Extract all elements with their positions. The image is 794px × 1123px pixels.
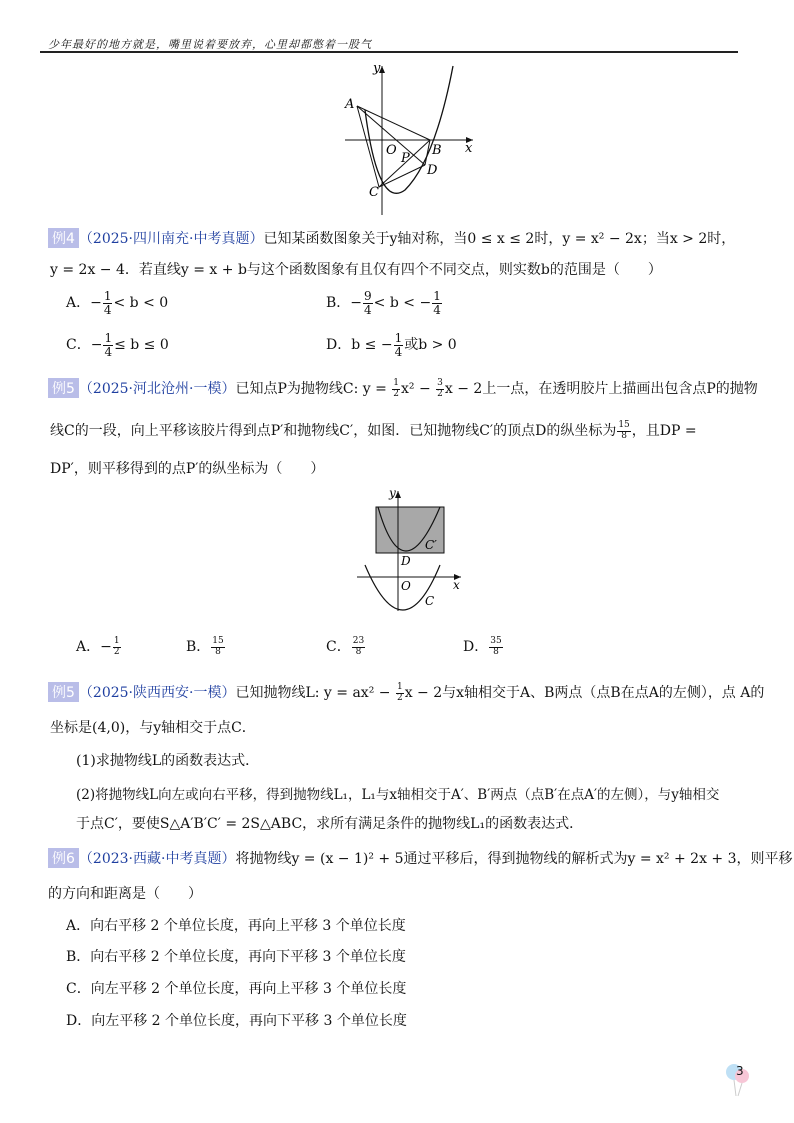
ex5b-question-2-cont: 于点C′，要使S△A′B′C′ = 2S△ABC，求所有满足条件的抛物线L₁的函数表达式． xyxy=(76,816,584,832)
ex4-line1 xyxy=(48,228,735,248)
ex5a-option-C: C． $\frac{23}{8}$ xyxy=(326,636,365,657)
ex6-line1: 例6 （2023·西藏·中考真题）将抛物线y = (x − 1)² + 5通过平移后，得到抛物线的解析式为y = x² + 2x + 3，则平移 xyxy=(48,848,793,868)
fig1-label-D: D xyxy=(427,163,438,178)
ex5a-line3: DP′，则平移得到的点P′的纵坐标为（ ） xyxy=(50,461,325,477)
fig1-label-O: O xyxy=(386,143,397,158)
ex4-line2: y = 2x − 4．若直线y = x + b与这个函数图象有且仅有四个不同交点，则实数b的范围是（ ） xyxy=(50,262,662,278)
ex6-tag: 例6 xyxy=(48,848,79,868)
ex5a-option-B: B． $\frac{15}{8}$ xyxy=(186,636,224,657)
ex4-option-B: B．− $\frac{9}{4}$ < b < − $\frac{1}{4}$ xyxy=(326,289,441,317)
ex5b-tag: 例5 xyxy=(48,682,79,702)
ex6-option-C: C．向左平移 2 个单位长度，再向上平移 3 个单位长度 xyxy=(66,981,407,997)
header-rule xyxy=(40,51,738,53)
ex5b-frac: $\frac{1}{2}$ xyxy=(396,682,403,703)
ex5a-option-A: A．− $\frac{1}{2}$ xyxy=(76,636,120,657)
ex4-B-frac1: $\frac{9}{4}$ xyxy=(364,289,372,317)
ex5a-source: （2025·河北沧州·一模） xyxy=(78,381,236,397)
ex5a-frac1: $\frac{1}{2}$ xyxy=(393,378,400,399)
fig2-label-x: x xyxy=(453,578,460,592)
figure-translated-parabola xyxy=(355,485,465,615)
fig2-label-O: O xyxy=(401,579,411,593)
fig1-label-P: P xyxy=(401,151,410,166)
ex4-source: （2025·四川南充·中考真题） xyxy=(78,231,264,247)
fig2-label-Cp: C′ xyxy=(425,538,437,552)
ex5b-question-1: (1)求抛物线L的函数表达式． xyxy=(76,753,260,769)
fig1-label-x: x xyxy=(465,141,473,156)
ex4-option-A: A．− $\frac{1}{4}$ < b < 0 xyxy=(66,289,169,317)
ex6-option-D: D．向左平移 2 个单位长度，再向下平移 3 个单位长度 xyxy=(66,1013,407,1029)
fig1-label-A: A xyxy=(345,97,355,112)
ex5a-tag: 例5 xyxy=(48,378,79,398)
fig1-label-B: B xyxy=(432,143,442,158)
ex5a-frac3: $\frac{15}{8}$ xyxy=(618,420,630,441)
ex4-D-frac: $\frac{1}{4}$ xyxy=(394,331,403,359)
fig2-label-C: C xyxy=(425,594,435,608)
ex5b-line2: 坐标是(4,0)，与y轴相交于点C． xyxy=(50,720,256,736)
ex4-text1: 已知某函数图象关于y轴对称，当0 ≤ x ≤ 2时，y = x² − 2x；当x > 2时， xyxy=(263,231,736,247)
ex5a-line1: 例5 （2025·河北沧州·一模）已知点P为抛物线C: y = $\frac{1}{2}$ x² − $\frac{3}{2}$ x − 2上一点，在透明胶片上描画出包含点P的抛物 xyxy=(48,378,758,399)
fig2-label-y: y xyxy=(389,486,396,500)
ex5b-line1: 例5 （2025·陕西西安·一模）已知抛物线L: y = ax² − $\frac{1}{2}$ x − 2与x轴相交于A、B两点（点B在点A的左侧），点 A的 xyxy=(48,682,764,703)
fig1-label-y: y xyxy=(373,61,381,76)
ex5a-frac2: $\frac{3}{2}$ xyxy=(437,378,443,399)
ex6-option-B: B．向右平移 2 个单位长度，再向下平移 3 个单位长度 xyxy=(66,949,406,965)
ex6-line2: 的方向和距离是（ ） xyxy=(48,886,202,902)
fig1-label-C: C xyxy=(369,185,379,200)
ex4-tag: 例4 xyxy=(48,228,79,248)
ex4-option-C: C．− $\frac{1}{4}$ ≤ b ≤ 0 xyxy=(66,331,169,359)
ex5a-line2: 线C的一段，向上平移该胶片得到点P′和抛物线C′，如图．已知抛物线C′的顶点D的纵坐标为 $\frac{15}{8}$ ，且DP = xyxy=(50,420,697,441)
ex4-B-frac2: $\frac{1}{4}$ xyxy=(433,289,441,317)
figure-parabola-triangle xyxy=(335,60,485,220)
ex4-C-frac: $\frac{1}{4}$ xyxy=(104,331,113,359)
ex4-A-frac: $\frac{1}{4}$ xyxy=(103,289,112,317)
ex6-option-A: A．向右平移 2 个单位长度，再向上平移 3 个单位长度 xyxy=(66,918,406,934)
fig2-label-D: D xyxy=(401,554,411,568)
page-header: 少年最好的地方就是，嘴里说着要放弃，心里却都憋着一股气 xyxy=(48,38,372,51)
ex5a-option-D: D． $\frac{35}{8}$ xyxy=(463,636,502,657)
ex5b-source: （2025·陕西西安·一模） xyxy=(78,685,236,701)
ex5b-question-2: (2)将抛物线L向左或向右平移，得到抛物线L₁，L₁与x轴相交于A′、B′两点（点B′在点A′的左侧），与y轴相交 xyxy=(76,787,720,803)
page-number: 3 xyxy=(736,1064,744,1078)
ex4-option-D: D．b ≤ − $\frac{1}{4}$ 或b > 0 xyxy=(326,331,457,359)
ex6-source: （2023·西藏·中考真题） xyxy=(78,851,236,867)
